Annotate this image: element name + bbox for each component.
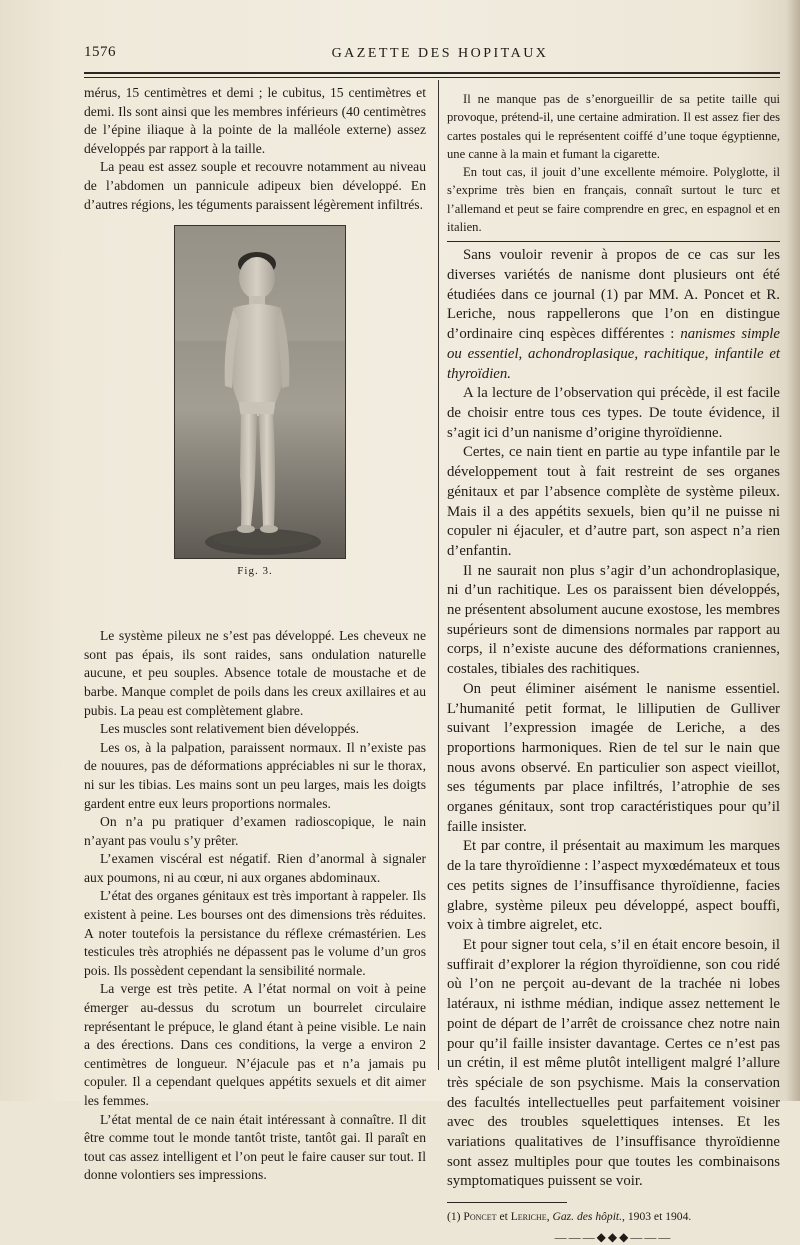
running-title: GAZETTE DES HOPITAUX [331,46,549,61]
photograph-illustration [175,226,345,558]
paragraph-text: Sans vouloir revenir à propos de ce cas sur les diverses variétés de nanisme dont plusieurs ont été étudiées dans ce journal (1) par MM. A. Poncet et R. Leriche, nous rappellerons que l’on en distingue d’ordinaire cinq espèces différentes : [447,247,780,343]
column-divider [438,80,439,1070]
dwarfism-types: nanismes simple ou essentiel, achondroplasique, rachitique, infantile et thyroïdien. [447,326,780,382]
page-edge-shadow [786,0,800,1101]
right-column [447,90,780,1245]
paragraph: Certes, ce nain tient en partie au type infantile par le développement tout à fait restreint de ses organes génitaux et par l’absence complète de système pileux. Mais il a des appétits sexuels, bien qu’il ne puisse ni copuler ni éjaculer, et d’autre part, son aspect n’a rien d’enfantin. [447,444,780,559]
paragraph: mérus, 15 centimètres et demi ; le cubitus, 15 centimètres et demi. Ils sont ainsi que les membres inférieurs (40 centimètres de l’épine iliaque à la pointe de la malléole externe) assez développés par rapport à la taille. [84,85,426,156]
footnote-text: , 1903 et 1904. [622,1210,692,1224]
footnote-marker: (1) [447,1210,464,1224]
footnote-text: et [496,1210,511,1224]
journal-title: Gaz. des hôpit. [552,1210,623,1224]
paragraph: Les os, à la palpation, paraissent normaux. Il n’existe pas de nouures, pas de déformations appréciables ni sur le thorax, ni sur les tibias. Les mains sont un peu larges, mais les doigts gardent entre eux leurs proportions normales. [84,739,426,811]
paragraph: En tout cas, il jouit d’une excellente mémoire. Polyglotte, il s’exprime très bien en français, connaît surtout le turc et l’allemand et peut se faire comprendre en grec, en espagnol et en italien. [447,165,780,235]
author-name: Poncet [463,1210,497,1224]
paragraph: L’examen viscéral est négatif. Rien d’anormal à signaler aux poumons, ni au cœur, ni aux organes abdominaux. [84,851,426,885]
paragraph: L’état mental de ce nain était intéressant à connaître. Il dit être comme tout le monde tantôt triste, tantôt gai. Il paraît en tout cas assez intelligent et l’on peut le faire causer sur tout. Il donne volontiers ses impressions. [84,1111,426,1183]
paragraph: Le système pileux ne s’est pas développé. Les cheveux ne sont pas épais, ils sont raides, sans ondulation naturelle aucune, et peu souples. Absence totale de moustache et de barbe. Manque complet de poils dans les creux axillaires et au pubis. La peau est complètement glabre. [84,628,426,718]
paragraph: On n’a pu pratiquer d’examen radioscopique, le nain n’ayant pas voulu s’y prêter. [84,814,426,848]
paragraph: A la lecture de l’observation qui précède, il est facile de choisir entre tous ces types. De toute évidence, il s’agit ici d’un nanisme d’origine thyroïdienne. [447,385,780,441]
paragraph: La verge est très petite. A l’état normal on voit à peine émerger au-dessus du scrotum un bourrelet circulaire représentant le prépuce, le gland étant à peine visible. Le nain a des érections. Dans ces conditions, la verge a environ 2 centimètres de longueur. N’éjacule pas et n’a jamais pu copuler. Il a cependant quelques appétits sexuels et dit aimer les femmes. [84,981,426,1108]
patient-photograph [174,225,346,559]
paragraph: Il ne manque pas de s’enorgueillir de sa petite taille qui provoque, prétend-il, une certaine admiration. Il est assez fier des cartes postales qui le représentent coiffé d’une toque égyptienne, une canne à la main et fumant la cigarette. [447,92,780,161]
header-rule [84,72,780,78]
page-number: 1576 [84,44,116,60]
left-column [84,84,426,1185]
paragraph: Et par contre, il présentait au maximum les marques de la tare thyroïdienne : l’aspect myxœdémateux et tous ces petits signes de l’insuffisance thyroïdienne, facies glabre, système pileux peu développé, aspect bouffi, voix à timbre aigrelet, etc. [447,838,780,934]
footnote-rule [447,1202,567,1203]
figure [84,221,426,621]
figure-caption: Fig. 3. [237,565,273,578]
paragraph: Les muscles sont relativement bien développés. [100,721,359,737]
footnote [447,1209,780,1224]
paragraph: L’état des organes génitaux est très important à rappeler. Ils existent à peine. Les bourses ont des dimensions très réduites. A noter toutefois la persistance du réflexe crémastérien. Les testicules très atrophiés ne dépassent pas le volume d’un gros pois. Ils possèdent cependant la sensibilité normale. [84,888,426,978]
paragraph: On peut éliminer aisément le nanisme essentiel. L’humanité petit format, le lilliputien de Gulliver suivant l’expression imagée de Leriche, a des proportions harmoniques. Rien de tel sur le nain que nous avons observé. En particulier son aspect vieillot, ses téguments par place infiltrés, l’atrophie de ses organes génitaux, sont trop caractéristiques pour qu’il faille insister. [447,680,780,835]
paragraph [447,246,780,384]
paragraph: La peau est assez souple et recouvre notamment au niveau de l’abdomen un pannicule adipeux bien développé. En d’autres régions, les téguments paraissent légèrement infiltrés. [84,159,426,212]
author-name: Leriche [510,1210,547,1224]
end-ornament: ———◆◆◆——— [554,1230,673,1245]
section-separator [447,241,780,242]
paragraph: Il ne saurait non plus s’agir d’un achondroplasique, ni d’un rachitique. Les os paraissent bien développés, ne présentent absolument aucune exostose, les membres supérieurs sont de dimensions normales par rapport au corps, il n’existe aucune des déformations craniennes, costales, tibiales des rachitiques. [447,562,780,678]
paragraph: Et pour signer tout cela, s’il en était encore besoin, il suffirait d’explorer la région thyroïdienne, son cou ridé où l’on ne perçoit au-devant de la trachée ni lobes latéraux, ni isthme médian, indique assez nettement le point de départ de l’arrêt de croissance chez notre nain pour qu’il faille insister davantage. Certes ce n’est pas un crétin, il est même plutôt intelligent malgré l’allure très spéciale de son psychisme. Mais la conservation des facultés intellectuelles peut parfaitement voisiner avec des troubles squelettiques intenses. Et les variations qualitatives de l’insuffisance thyroïdienne sont assez multiples pour que toutes les combinaisons symptomatiques puissent se voir. [447,936,780,1190]
footnote-text: , [546,1210,553,1224]
